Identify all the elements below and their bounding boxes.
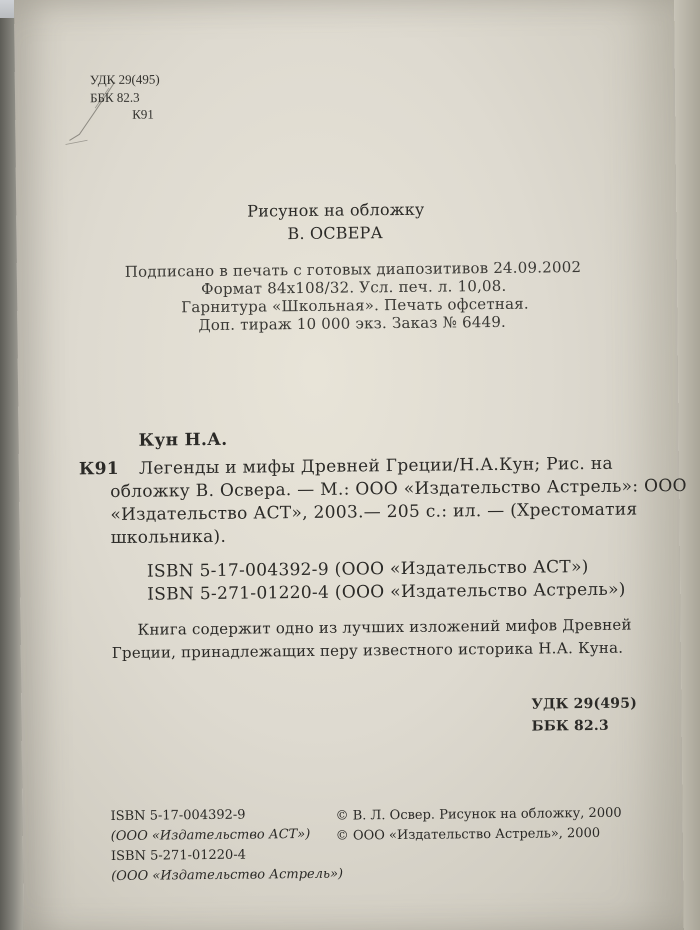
print-info-line2: Формат 84x108/32. Усл. печ. л. 10,08.: [200, 276, 507, 299]
catalog-isbn1: ISBN 5-17-004392-9 (ООО «Издательство АСТ»): [146, 557, 589, 582]
catalog-isbn2: ISBN 5-271-01220-4 (ООО «Издательство Астрель»): [147, 579, 626, 605]
print-info-line1: Подписано в печать с готовых диапозитивов 24.09.2002: [124, 258, 582, 281]
index-bbk: ББК 82.3: [89, 89, 140, 106]
footer-copyright2: © ООО «Издательство Астрель», 2000: [335, 825, 601, 844]
book-page: [14, 0, 687, 930]
catalog-desc-line3: «Издательство АСТ», 2003.— 205 с.: ил. — (Хрестоматия: [110, 499, 638, 526]
catalog-author: Кун Н.А.: [138, 429, 228, 451]
catalog-desc-line4: школьника).: [110, 526, 227, 549]
footer-isbn1: ISBN 5-17-004392-9: [110, 807, 246, 825]
print-info-line4: Доп. тираж 10 000 экз. Заказ № 6449.: [198, 312, 507, 335]
cover-art-label: Рисунок на обложку: [247, 199, 425, 221]
index-code: К91: [132, 106, 154, 122]
print-info-line3: Гарнитура «Школьная». Печать офсетная.: [181, 294, 529, 317]
catalog-code: К91: [78, 458, 120, 480]
footer-pub1: (ООО «Издательство АСТ»): [110, 826, 311, 845]
cover-art-artist: В. ОСВЕРА: [287, 223, 383, 244]
catalog-abstract-line2: Греции, принадлежащих перу известного историка Н.А. Куна.: [111, 638, 624, 663]
catalog-abstract-line1: Книга содержит одно из лучших изложений мифов Древней: [137, 615, 632, 639]
catalog-bbk: ББК 82.3: [531, 717, 609, 735]
footer-pub2: (ООО «Издательство Астрель»): [111, 866, 344, 885]
catalog-desc-line2: обложку В. Освера. — М.: ООО «Издательство Астрель»: ООО: [110, 475, 687, 503]
footer-copyright1: © В. Л. Освер. Рисунок на обложку, 2000: [335, 805, 622, 824]
footer-isbn2: ISBN 5-271-01220-4: [110, 847, 247, 865]
catalog-udk: УДК 29(495): [531, 695, 638, 713]
catalog-desc-line1: Легенды и мифы Древней Греции/Н.А.Кун; Рис. на: [138, 453, 613, 479]
index-udk: УДК 29(495): [89, 71, 160, 88]
